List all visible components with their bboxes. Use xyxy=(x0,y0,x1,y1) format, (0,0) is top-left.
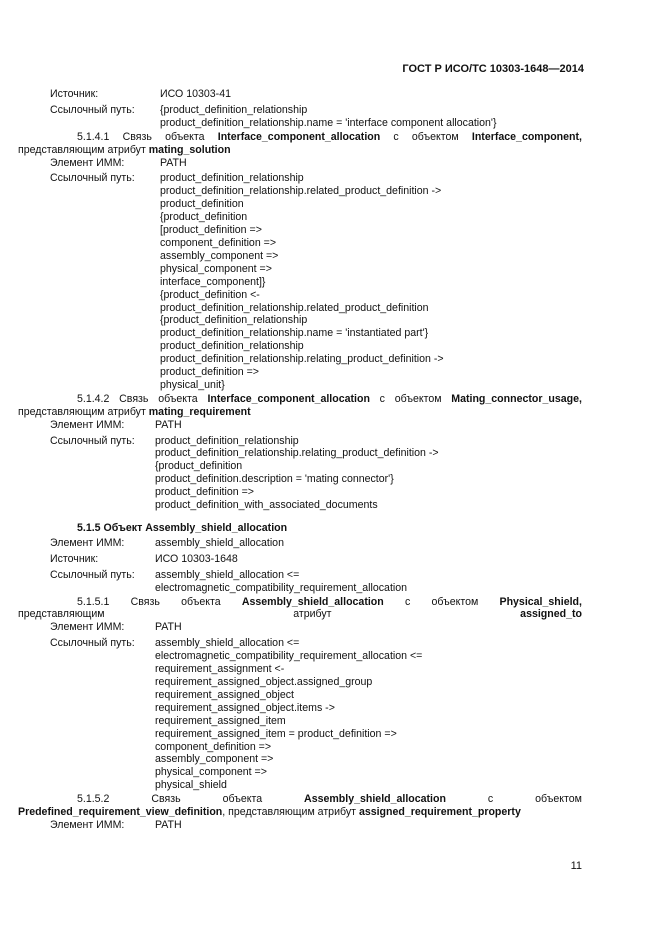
section-object: Assembly_shield_allocation xyxy=(241,595,384,608)
section-word: объекта xyxy=(181,595,221,608)
section-5-1-4-1 xyxy=(18,131,582,157)
path-line: requirement_assigned_object xyxy=(155,688,294,701)
section-target: Physical_shield, xyxy=(499,595,582,608)
path-lines xyxy=(160,104,582,130)
path-line: product_definition_relationship.related_product_definition xyxy=(160,301,429,314)
section-word: с xyxy=(404,595,411,608)
path-line: electromagnetic_compatibility_requirement_allocation <= xyxy=(155,650,423,663)
path-lines xyxy=(160,172,582,391)
section-tail: , представляющим атрибут xyxy=(222,806,356,819)
imm-label: Элемент ИММ: xyxy=(50,818,125,831)
imm-value: PATH xyxy=(155,621,182,634)
path-line: assembly_shield_allocation <= xyxy=(155,568,300,581)
section-attribute: assigned_requirement_property xyxy=(358,806,521,819)
path-line: physical_component => xyxy=(155,766,267,779)
path-line: requirement_assigned_object.assigned_group xyxy=(155,675,373,688)
path-line: product_definition_relationship xyxy=(155,434,299,447)
section-word: Связь xyxy=(151,793,181,806)
path-line: requirement_assignment <- xyxy=(155,663,285,676)
section-attribute: assigned_to xyxy=(520,608,582,621)
path-line: electromagnetic_compatibility_requirement_allocation xyxy=(155,581,408,594)
path-line: product_definition_with_associated_documents xyxy=(155,499,378,512)
imm-value: PATH xyxy=(155,818,182,831)
source-row xyxy=(18,88,582,101)
path-line: product_definition_relationship.relating_product_definition -> xyxy=(160,353,444,366)
path-line: physical_unit} xyxy=(160,378,225,391)
section-5-1-5-1 xyxy=(18,596,582,622)
section-attribute: mating_requirement xyxy=(148,405,251,418)
imm-row xyxy=(18,819,582,832)
imm-label: Элемент ИММ: xyxy=(50,621,125,634)
section-target: Interface_component, xyxy=(471,130,582,143)
path-label: Ссылочный путь: xyxy=(50,637,135,650)
path-lines xyxy=(155,569,582,595)
path-line: requirement_assigned_item = product_definition => xyxy=(155,727,397,740)
path-line: assembly_shield_allocation <= xyxy=(155,637,300,650)
section-number: 5.1.4.2 xyxy=(77,392,110,405)
section-word: Связь xyxy=(130,595,160,608)
imm-label: Элемент ИММ: xyxy=(50,536,125,549)
path-line: requirement_assigned_object.items -> xyxy=(155,701,335,714)
path-label: Ссылочный путь: xyxy=(50,434,135,447)
section-word: объекта xyxy=(158,392,198,405)
page-number: 11 xyxy=(570,860,582,872)
imm-label: Элемент ИММ: xyxy=(50,418,125,431)
section-number: 5.1.5.2 xyxy=(77,793,110,806)
path-line: [product_definition => xyxy=(160,224,262,237)
path-line: {product_definition_relationship xyxy=(160,103,308,116)
section-target: Mating_connector_usage, xyxy=(451,392,582,405)
path-line: product_definition xyxy=(160,198,244,211)
section-word: объектом xyxy=(411,130,459,143)
path-line: requirement_assigned_item xyxy=(155,714,286,727)
document-header: ГОСТ Р ИСО/ТС 10303-1648—2014 xyxy=(402,63,584,75)
section-word: объектом xyxy=(394,392,442,405)
path-row xyxy=(18,569,582,595)
path-label: Ссылочный путь: xyxy=(50,568,135,581)
path-lines xyxy=(155,435,582,512)
imm-value: PATH xyxy=(160,156,187,169)
path-line: {product_definition_relationship xyxy=(160,314,308,327)
section-target: Predefined_requirement_view_definition xyxy=(18,806,223,819)
imm-row xyxy=(18,157,582,170)
path-line: physical_shield xyxy=(155,779,227,792)
imm-row xyxy=(18,537,582,550)
imm-row xyxy=(18,419,582,432)
path-line: product_definition_relationship.name = 'interface component allocation'} xyxy=(160,116,497,129)
section-object: Interface_component_allocation xyxy=(207,392,370,405)
path-line: product_definition_relationship.related_product_definition -> xyxy=(160,185,442,198)
section-word: объектом xyxy=(431,595,479,608)
section-5-1-4-2 xyxy=(18,393,582,419)
path-row xyxy=(18,172,582,391)
section-word: объекта xyxy=(165,130,205,143)
path-line: physical_component => xyxy=(160,262,272,275)
section-object: Interface_component_allocation xyxy=(217,130,381,143)
document-body xyxy=(18,88,582,832)
path-line: product_definition_relationship.name = 'instantiated part'} xyxy=(160,327,429,340)
path-row xyxy=(18,435,582,512)
imm-value: PATH xyxy=(155,418,182,431)
section-5-1-5-2 xyxy=(18,793,582,806)
section-attribute: mating_solution xyxy=(148,143,231,156)
section-word: Связь xyxy=(122,130,152,143)
path-line: product_definition_relationship.relating_product_definition -> xyxy=(155,447,439,460)
path-label: Ссылочный путь: xyxy=(50,103,135,116)
path-row xyxy=(18,637,582,792)
source-value: ИСО 10303-1648 xyxy=(155,552,238,565)
section-heading-5-1-5: 5.1.5 Объект Assembly_shield_allocation xyxy=(77,522,288,534)
imm-label: Элемент ИММ: xyxy=(50,156,125,169)
section-word: с xyxy=(379,392,385,405)
path-line: {product_definition <- xyxy=(160,288,260,301)
section-number: 5.1.5.1 xyxy=(77,595,110,608)
section-number: 5.1.4.1 xyxy=(77,130,110,143)
section-word: с xyxy=(393,130,399,143)
section-tail: представляющим атрибут xyxy=(18,143,146,156)
source-label: Источник: xyxy=(50,88,99,100)
path-line: assembly_component => xyxy=(155,753,274,766)
path-line: interface_component]} xyxy=(160,275,266,288)
section-object: Assembly_shield_allocation xyxy=(304,793,446,806)
path-line: product_definition.description = 'mating connector'} xyxy=(155,473,394,486)
section-word: объекта xyxy=(222,793,263,806)
section-5-1-5-2-cont xyxy=(18,806,582,819)
imm-value: assembly_shield_allocation xyxy=(155,536,284,549)
section-word: объектом xyxy=(535,793,582,806)
path-line: product_definition_relationship xyxy=(160,172,304,185)
section-tail: представляющим атрибут xyxy=(18,608,332,621)
path-line: product_definition_relationship xyxy=(160,340,304,353)
path-lines xyxy=(155,637,582,792)
path-line: {product_definition xyxy=(155,460,243,473)
path-line: assembly_component => xyxy=(160,249,279,262)
path-line: {product_definition xyxy=(160,211,248,224)
path-line: component_definition => xyxy=(160,236,277,249)
path-label: Ссылочный путь: xyxy=(50,172,135,185)
path-line: product_definition => xyxy=(160,366,259,379)
path-line: product_definition => xyxy=(155,486,254,499)
source-row xyxy=(18,553,582,566)
path-line: component_definition => xyxy=(155,740,272,753)
source-value: ИСО 10303-41 xyxy=(160,88,231,100)
source-label: Источник: xyxy=(50,552,99,565)
path-row xyxy=(18,104,582,130)
section-word: с xyxy=(487,793,494,806)
imm-row xyxy=(18,621,582,634)
section-word: Связь xyxy=(119,392,149,405)
section-tail: представляющим атрибут xyxy=(18,405,146,418)
